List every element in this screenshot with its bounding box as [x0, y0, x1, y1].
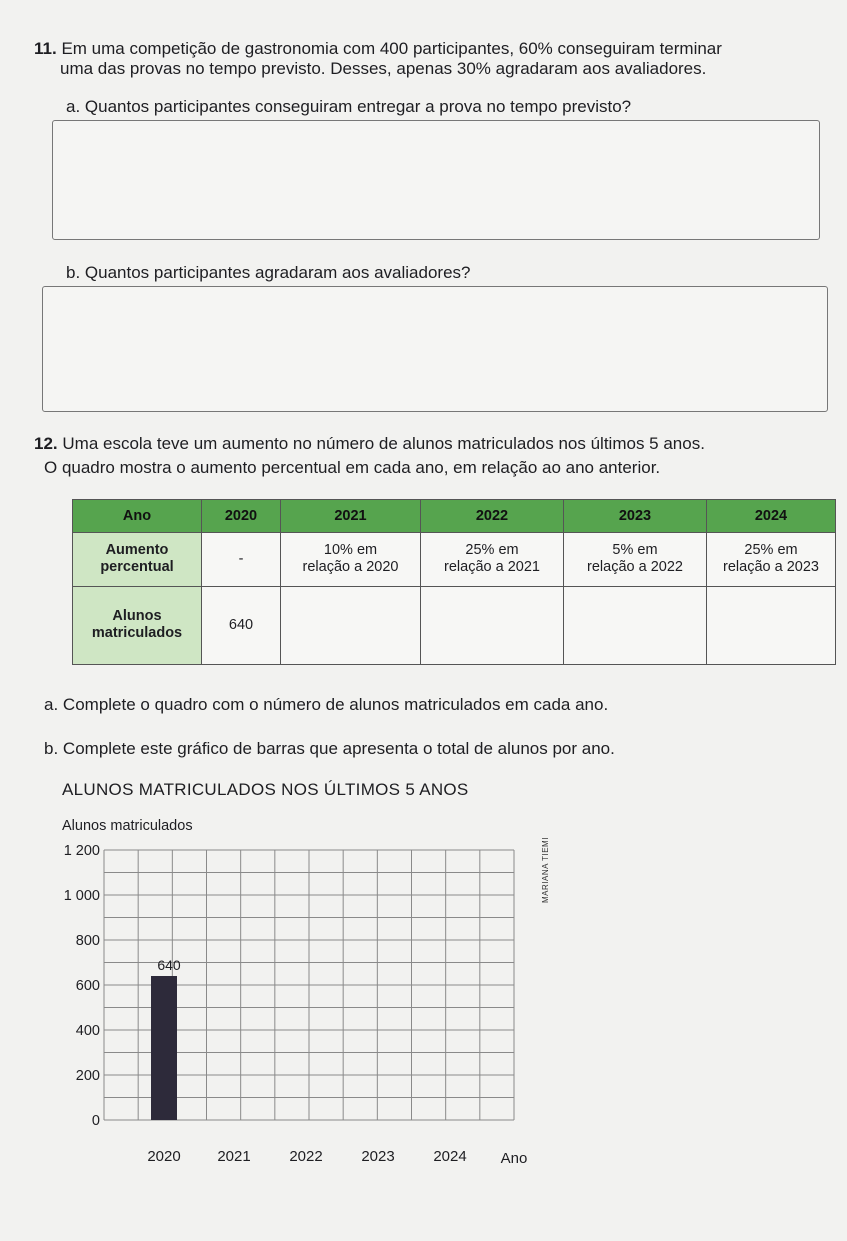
q12a-text: Complete o quadro com o número de alunos matriculados em cada ano.	[62, 695, 609, 714]
table-row-students	[73, 586, 836, 665]
q12a-label: a.	[44, 695, 59, 714]
y-tick-label: 200	[75, 1068, 100, 1084]
cell-line: 25% em	[465, 542, 519, 559]
row-label-line: matriculados	[91, 625, 183, 642]
q12b-text: Complete este gráfico de barras que apresenta o total de alunos por ano.	[62, 739, 615, 758]
table-cell	[421, 533, 564, 586]
bar-data-label: 640	[157, 957, 181, 973]
y-tick-label: 800	[75, 933, 100, 949]
table-cell: 640	[202, 586, 281, 665]
row-label-line: Aumento	[105, 542, 169, 559]
q12b-prompt	[44, 738, 615, 759]
q11b-prompt	[66, 262, 471, 283]
illustrator-credit: MARIANA TIEMI	[541, 837, 550, 903]
cell-line: 25% em	[744, 542, 798, 559]
x-tick-label: 2021	[217, 1148, 251, 1165]
y-tick-label: 400	[75, 1023, 100, 1039]
chart-y-ticks	[64, 843, 100, 1129]
header-cell: 2022	[421, 500, 564, 533]
q11a-prompt	[66, 96, 631, 117]
chart-title: ALUNOS MATRICULADOS NOS ÚLTIMOS 5 ANOS	[62, 780, 469, 799]
y-tick-label: 600	[75, 978, 100, 994]
table-cell-blank[interactable]	[564, 586, 707, 665]
q11-number: 11.	[34, 39, 57, 58]
table-cell-blank[interactable]	[707, 586, 836, 665]
row-label-students	[73, 586, 202, 665]
q12b-label: b.	[44, 739, 59, 758]
table-header-row	[73, 500, 836, 533]
table-cell	[564, 533, 707, 586]
table-cell	[281, 533, 421, 586]
cell-line: relação a 2021	[444, 559, 540, 576]
q11b-text: Quantos participantes agradaram aos avaliadores?	[84, 263, 471, 282]
cell-line: 5% em	[612, 542, 658, 559]
cell-line: relação a 2023	[723, 559, 819, 576]
row-label-line: Alunos	[112, 608, 162, 625]
chart-x-ticks	[147, 1148, 527, 1167]
table-cell-blank[interactable]	[421, 586, 564, 665]
chart-y-axis-label: Alunos matriculados	[62, 818, 193, 834]
header-cell: Ano	[73, 500, 202, 533]
table-cell-blank[interactable]	[281, 586, 421, 665]
cell-line: -	[238, 550, 244, 567]
y-tick-label: 0	[91, 1113, 100, 1129]
header-cell: 2024	[707, 500, 836, 533]
y-tick-label: 1 200	[63, 843, 100, 859]
chart-bars	[151, 957, 181, 1120]
y-tick-label: 1 000	[63, 888, 100, 904]
cell-line: 10% em	[323, 542, 378, 559]
q11-line1	[34, 38, 722, 59]
q12a-prompt	[44, 694, 608, 715]
row-label-line: percentual	[100, 559, 174, 576]
table-cell	[707, 533, 836, 586]
q12-statement-line1: Uma escola teve um aumento no número de alunos matriculados nos últimos 5 anos.	[62, 434, 705, 453]
header-cell: 2023	[564, 500, 707, 533]
table-cell	[202, 533, 281, 586]
q11a-label: a.	[66, 97, 81, 116]
q11b-label: b.	[66, 263, 81, 282]
q11-statement-line2: uma das provas no tempo previsto. Desses, apenas 30% agradaram aos avaliadores.	[60, 59, 707, 78]
header-cell: 2021	[281, 500, 421, 533]
x-axis-label: Ano	[500, 1150, 528, 1167]
bar-chart	[0, 830, 560, 1180]
enrollment-table	[72, 499, 836, 665]
x-tick-label: 2022	[289, 1148, 323, 1165]
q11-statement-line1: Em uma competição de gastronomia com 400 participantes, 60% conseguiram terminar	[61, 39, 722, 58]
cell-line: relação a 2020	[302, 559, 399, 576]
q12-statement-line2: O quadro mostra o aumento percentual em cada ano, em relação ao ano anterior.	[44, 458, 661, 477]
q11a-answer-box[interactable]	[52, 120, 820, 240]
x-tick-label: 2024	[433, 1148, 467, 1165]
header-cell: 2020	[202, 500, 281, 533]
bar-2020	[151, 976, 177, 1120]
q11b-answer-box[interactable]	[42, 286, 828, 412]
x-tick-label: 2020	[147, 1148, 181, 1165]
q12-line1	[34, 433, 705, 454]
x-tick-label: 2023	[361, 1148, 395, 1165]
row-label-increase	[73, 533, 202, 586]
table-row-increase	[73, 533, 836, 586]
q12-number: 12.	[34, 434, 58, 453]
cell-line: relação a 2022	[587, 559, 683, 576]
q11a-text: Quantos participantes conseguiram entregar a prova no tempo previsto?	[84, 97, 632, 116]
